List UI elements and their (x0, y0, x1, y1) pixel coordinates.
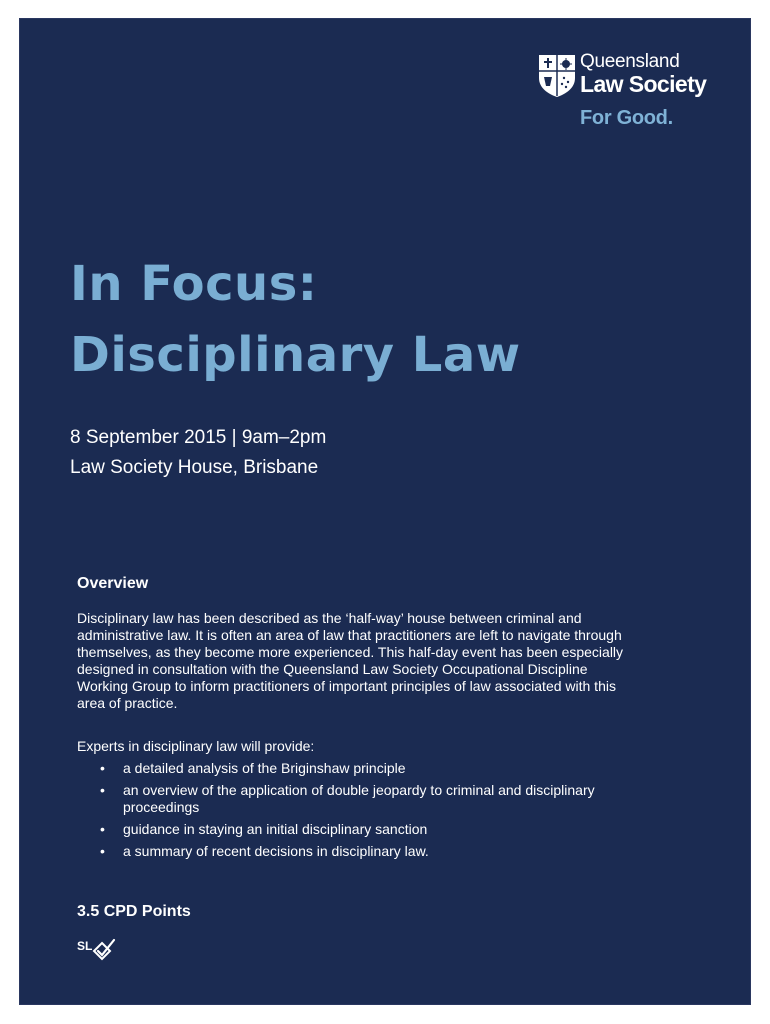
overview-line: administrative law. It is often an area of law that practitioners are left to navigate through (77, 627, 622, 643)
bullet-icon: • (100, 843, 105, 859)
list-item (77, 782, 697, 816)
overview-line: Working Group to inform practitioners of important principles of law associated with this (77, 678, 616, 694)
logo-tagline: For Good. (580, 107, 673, 129)
list-item-text: a summary of recent decisions in disciplinary law. (123, 843, 429, 859)
overview-line: themselves, as they become more experienced. This half-day event has been especially (77, 644, 624, 660)
list-item (77, 843, 697, 860)
list-item (77, 760, 697, 777)
list-item-text-cont: proceedings (123, 799, 200, 815)
sl-badge-text: SL (77, 939, 93, 953)
bullet-icon: • (100, 782, 105, 798)
qls-logo (538, 51, 728, 131)
shield-crest-icon (538, 54, 576, 98)
sl-badge (77, 937, 121, 969)
experts-intro: Experts in disciplinary law will provide: (77, 738, 315, 754)
cpd-points: 3.5 CPD Points (77, 903, 191, 920)
bullet-icon: • (100, 821, 105, 837)
event-info (70, 423, 326, 483)
event-title (70, 249, 710, 391)
logo-org-line2: Law Society (580, 71, 707, 97)
title-line1: In Focus: (70, 256, 318, 312)
list-item-text: an overview of the application of double jeopardy to criminal and disciplinary (123, 782, 595, 798)
logo-org-line1: Queensland (580, 51, 680, 72)
experts-list (77, 760, 697, 865)
flyer (19, 18, 751, 1005)
event-date-time: 8 September 2015 | 9am–2pm (70, 427, 327, 448)
overview-line: Disciplinary law has been described as the ‘half-way’ house between criminal and (77, 610, 582, 626)
list-item-text: a detailed analysis of the Briginshaw principle (123, 760, 406, 776)
overview-line: designed in consultation with the Queensland Law Society Occupational Discipline (77, 661, 588, 677)
bullet-icon: • (100, 760, 105, 776)
event-location: Law Society House, Brisbane (70, 457, 319, 478)
check-diamond-icon (91, 937, 117, 965)
list-item-text: guidance in staying an initial disciplinary sanction (123, 821, 428, 837)
overview-paragraph (77, 610, 697, 712)
list-item (77, 821, 697, 838)
overview-line: area of practice. (77, 695, 178, 711)
title-line2: Disciplinary Law (70, 327, 521, 383)
overview-heading: Overview (77, 575, 149, 592)
